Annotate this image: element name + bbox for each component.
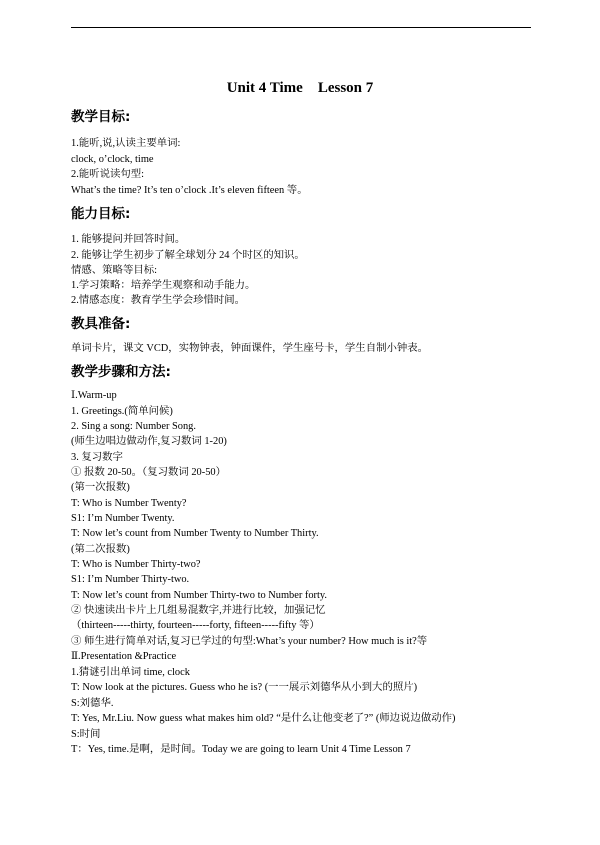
text-line: ③ 师生进行简单对话,复习已学过的句型:What’s your number? How much is it?等 (71, 636, 428, 647)
text-line: (师生边唱边做动作,复习数词 1-20) (71, 436, 227, 447)
text-line: 1.学习策略：培养学生观察和动手能力。 (71, 280, 256, 291)
text-line: 2.情感态度：教育学生学会珍惜时间。 (71, 295, 246, 306)
text-line: T：Yes, time.是啊，是时间。Today we are going to learn Unit 4 Time Lesson 7 (71, 744, 411, 755)
text-line: T: Who is Number Twenty? (71, 498, 187, 509)
text-line: T: Who is Number Thirty-two? (71, 559, 201, 570)
text-line: 2. 能够让学生初步了解全球划分 24 个时区的知识。 (71, 250, 305, 261)
text-line: 2. Sing a song: Number Song. (71, 421, 196, 432)
section-heading-teaching-aids: 教具准备: (71, 316, 131, 332)
text-line: S:时间 (71, 729, 101, 740)
section-heading-teaching-steps: 教学步骤和方法: (71, 364, 171, 380)
text-line: What’s the time? It’s ten o’clock .It’s eleven fifteen 等。 (71, 185, 308, 196)
text-line: S:刘德华. (71, 698, 114, 709)
text-line: ① 报数 20-50。（复习数词 20-50） (71, 467, 226, 478)
text-line: 1. Greetings.(简单问候) (71, 406, 173, 417)
text-line: clock, o’clock, time (71, 154, 154, 165)
page-title: Unit 4 Time Lesson 7 (226, 80, 374, 96)
text-line: 情感、策略等目标: (71, 265, 158, 276)
header-rule (71, 27, 531, 28)
text-line: T: Now let’s count from Number Thirty-two to Number forty. (71, 590, 328, 601)
text-line: Ⅱ.Presentation &Practice (71, 651, 177, 662)
section-heading-teaching-goals: 教学目标: (71, 109, 131, 125)
text-line: Ⅰ.Warm-up (71, 390, 117, 401)
text-line: (第一次报数) (71, 482, 130, 493)
text-line: 3. 复习数字 (71, 452, 123, 463)
text-line: T: Yes, Mr.Liu. Now guess what makes him old? “是什么让他变老了?” (师边说边做动作) (71, 713, 456, 724)
text-line: (第二次报数) (71, 544, 130, 555)
text-line: ② 快速读出卡片上几组易混数字,并进行比较，加强记忆 (71, 605, 326, 616)
text-line: 单词卡片，课文 VCD，实物钟表，钟面课件，学生座号卡，学生自制小钟表。 (71, 343, 429, 354)
section-heading-ability-goals: 能力目标: (71, 206, 131, 222)
text-line: 1.猜谜引出单词 time, clock (71, 667, 190, 678)
text-line: S1: I’m Number Twenty. (71, 513, 175, 524)
text-line: 1. 能够提问并回答时间。 (71, 234, 186, 245)
text-line: S1: I’m Number Thirty-two. (71, 574, 190, 585)
text-line: 1.能听,说,认读主要单词: (71, 138, 181, 149)
text-line: （thirteen-----thirty, fourteen-----forty, fifteen-----fifty 等） (71, 620, 320, 631)
text-line: T: Now look at the pictures. Guess who he is? (一一展示刘德华从小到大的照片) (71, 682, 418, 693)
text-line: T: Now let’s count from Number Twenty to Number Thirty. (71, 528, 319, 539)
text-line: 2.能听说读句型: (71, 169, 145, 180)
